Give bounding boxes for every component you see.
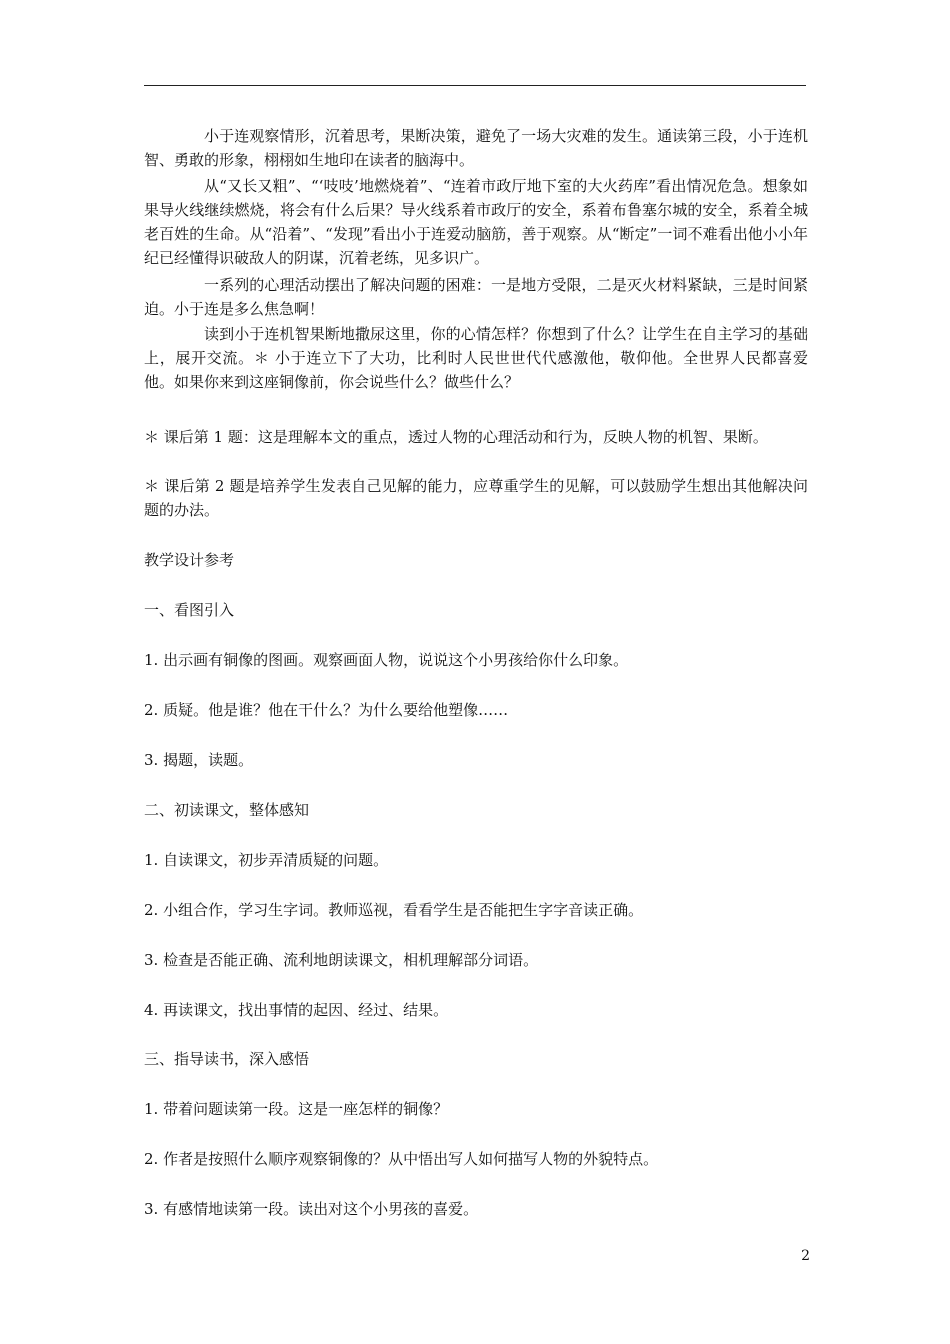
outline-item: 4. 再读课文，找出事情的起因、经过、结果。: [144, 1001, 449, 1019]
body-paragraph: 读到小于连机智果断地撒尿这里，你的心情怎样？你想到了什么？让学生在自主学习的基础上，展开交流。＊ 小于连立下了大功，比利时人民世世代代感激他，敬仰他。全世界人民都喜爱他。如果你来到这座铜像前，你会说些什么？做些什么？: [144, 325, 808, 391]
outline-item: 2. 小组合作，学习生字词。教师巡视，看看学生是否能把生字字音读正确。: [144, 901, 644, 919]
outline-item: 3. 揭题，读题。: [144, 751, 254, 769]
outline-item: 2. 质疑。他是谁？他在干什么？为什么要给他塑像……: [144, 701, 509, 719]
body-paragraph: 从“又长又粗”、“‘吱吱’地燃烧着”、“连着市政厅地下室的大火药库”看出情况危急。想象如果导火线继续燃烧，将会有什么后果？导火线系着市政厅的安全，系着布鲁塞尔城的安全，系着全城老百姓的生命。从“沿着”、“发现”看出小于连爱动脑筋，善于观察。从“断定”一词不难看出他小小年纪已经懂得识破敌人的阴谋，沉着老练，见多识广。: [144, 177, 808, 267]
outline-heading: 二、初读课文，整体感知: [144, 801, 310, 819]
outline-heading: 一、看图引入: [144, 601, 235, 619]
section-title: 教学设计参考: [144, 551, 235, 569]
outline-item: 3. 有感情地读第一段。读出对这个小男孩的喜爱。: [144, 1200, 479, 1218]
outline-item: 1. 带着问题读第一段。这是一座怎样的铜像？: [144, 1100, 449, 1118]
outline-item: 1. 出示画有铜像的图画。观察画面人物，说说这个小男孩给你什么印象。: [144, 651, 629, 669]
body-paragraph: 一系列的心理活动摆出了解决问题的困难：一是地方受限，二是灭火材料紧缺，三是时间紧迫。小于连是多么焦急啊！: [144, 276, 808, 318]
outline-item: 2. 作者是按照什么顺序观察铜像的？从中悟出写人如何描写人物的外貌特点。: [144, 1150, 659, 1168]
body-paragraph: 小于连观察情形，沉着思考，果断决策，避免了一场大灾难的发生。通读第三段，小于连机智、勇敢的形象，栩栩如生地印在读者的脑海中。: [144, 127, 808, 169]
outline-item: 3. 检查是否能正确、流利地朗读课文，相机理解部分词语。: [144, 951, 539, 969]
outline-heading: 三、指导读书，深入感悟: [144, 1050, 310, 1068]
note-item: ＊ 课后第 1 题：这是理解本文的重点，透过人物的心理活动和行为，反映人物的机智、果断。: [144, 428, 768, 446]
page-number: 2: [801, 1248, 810, 1264]
note-item: ＊ 课后第 2 题是培养学生发表自己见解的能力，应尊重学生的见解，可以鼓励学生想出其他解决问题的办法。: [144, 477, 808, 519]
header-rule: [144, 85, 806, 86]
outline-item: 1. 自读课文，初步弄清质疑的问题。: [144, 851, 389, 869]
